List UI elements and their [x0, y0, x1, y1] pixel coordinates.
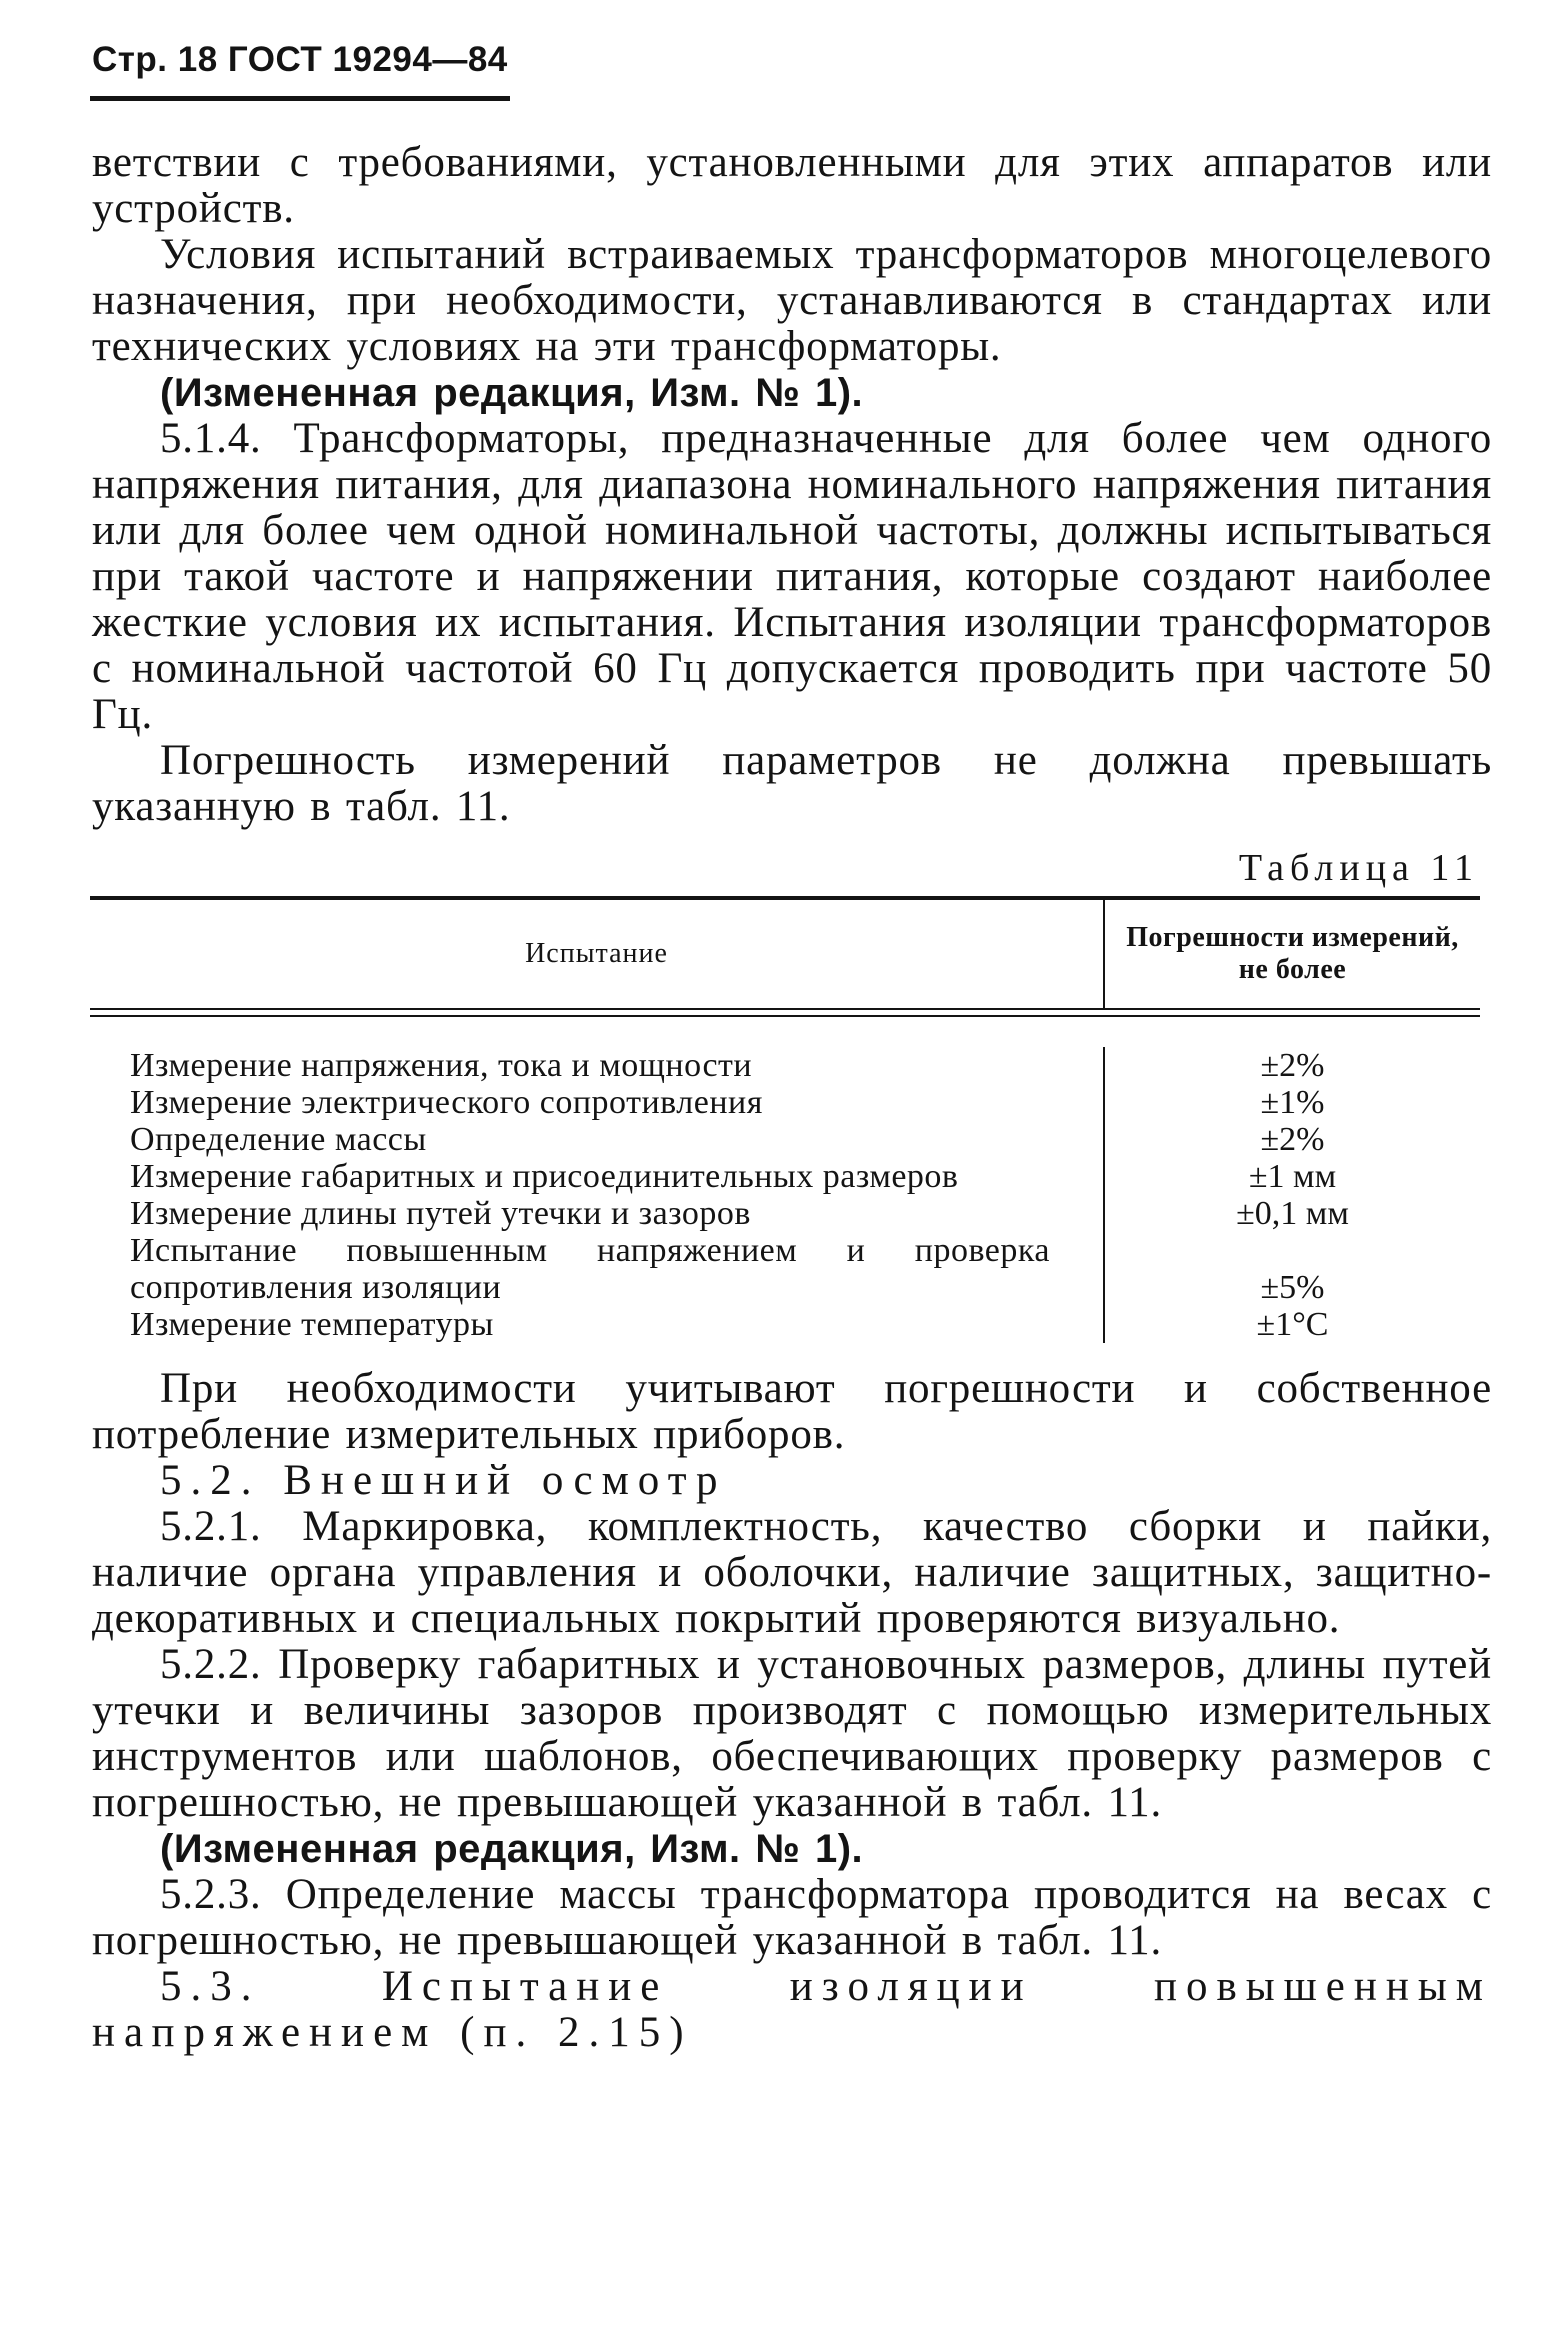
table-cell-test: Измерение электрического сопротивления: [130, 1084, 763, 1121]
error-column: [1103, 1047, 1480, 1343]
paragraph: 5.2.2. Проверку габаритных и установочных размеров, длины путей утечки и величины зазоров производят с помощью измерительных инструментов или шаблонов, обеспечивающих проверку размеров с погрешностью, не превышающей указанной в табл. 11.: [92, 1641, 1492, 1826]
column-header-error-line2: не более: [1238, 954, 1347, 985]
paragraph: 5.1.4. Трансформаторы, предназначенные для более чем одного напряжения питания, для диапазона номинального напряжения питания или для более чем одной номинальной частоты, должны испытываться при такой частоте и напряжении питания, которые создают наиболее жесткие условия их испытания. Испытания изоляции трансформаторов с номинальной частотой 60 Гц допускается проводить при частоте 50 Гц.: [92, 415, 1492, 738]
table-header-rule: [90, 1008, 1480, 1017]
page-header: Стр. 18 ГОСТ 19294—84: [92, 40, 508, 79]
table-body: [90, 1017, 1480, 1349]
table-cell-test: Измерение длины путей утечки и зазоров: [130, 1195, 751, 1232]
table-cell-test: Испытание повышенным напряжением и проверка сопротивления изоляции: [130, 1232, 1050, 1306]
paragraph: 5.2.3. Определение массы трансформатора проводится на весах с погрешностью, не превышающей указанной в табл. 11.: [92, 1871, 1492, 1964]
table-caption: Таблица 11: [1238, 847, 1479, 889]
table-cell-test: Определение массы: [130, 1121, 427, 1158]
paragraph: Условия испытаний встраиваемых трансформаторов многоцелевого назначения, при необходимости, устанавливаются в стандартах или технических условиях на эти трансформаторы.: [92, 231, 1492, 370]
amendment-note: (Измененная редакция, Изм. № 1).: [160, 371, 864, 415]
table-cell-error: ±1%: [1260, 1084, 1325, 1121]
paragraph: Погрешность измерений параметров не должна превышать указанную в табл. 11.: [92, 737, 1492, 830]
paragraph: При необходимости учитывают погрешности и собственное потребление измерительных приборов.: [92, 1365, 1492, 1458]
table-cell-error: ±1 мм: [1248, 1158, 1337, 1195]
section-heading: 5.3. Испытание изоляции повышенным напряжением (п. 2.15): [92, 1963, 1492, 2056]
table-cell-test: Измерение габаритных и присоединительных размеров: [130, 1158, 959, 1195]
table-cell-error: ±1°C: [1256, 1306, 1329, 1343]
measurement-error-table: [90, 896, 1480, 1349]
paragraph: 5.2.1. Маркировка, комплектность, качество сборки и пайки, наличие органа управления и оболочки, наличие защитных, защитно-декоративных и специальных покрытий проверяются визуально.: [92, 1503, 1492, 1642]
top-text-block: [92, 140, 1492, 830]
table-cell-error: ±2%: [1260, 1121, 1325, 1158]
table-cell-test: Измерение температуры: [130, 1306, 494, 1343]
paragraph: ветствии с требованиями, установленными для этих аппаратов или устройств.: [92, 139, 1492, 232]
header-rule: [90, 96, 510, 101]
amendment-note: (Измененная редакция, Изм. № 1).: [160, 1827, 864, 1871]
table-cell-error: ±2%: [1260, 1047, 1325, 1084]
test-column: [90, 1047, 1103, 1343]
column-header-error-line1: Погрешности измерений,: [1126, 922, 1459, 953]
table-cell-test: Измерение напряжения, тока и мощности: [130, 1047, 753, 1084]
table-cell-error: ±5%: [1260, 1269, 1325, 1306]
bottom-text-block: [92, 1366, 1492, 2056]
section-heading: 5.2. Внешний осмотр: [160, 1457, 727, 1504]
table-cell-error: ±0,1 мм: [1236, 1195, 1349, 1232]
column-header-error: [1103, 900, 1480, 1008]
column-header-test: Испытание: [525, 938, 668, 969]
table-header: [90, 900, 1480, 1008]
